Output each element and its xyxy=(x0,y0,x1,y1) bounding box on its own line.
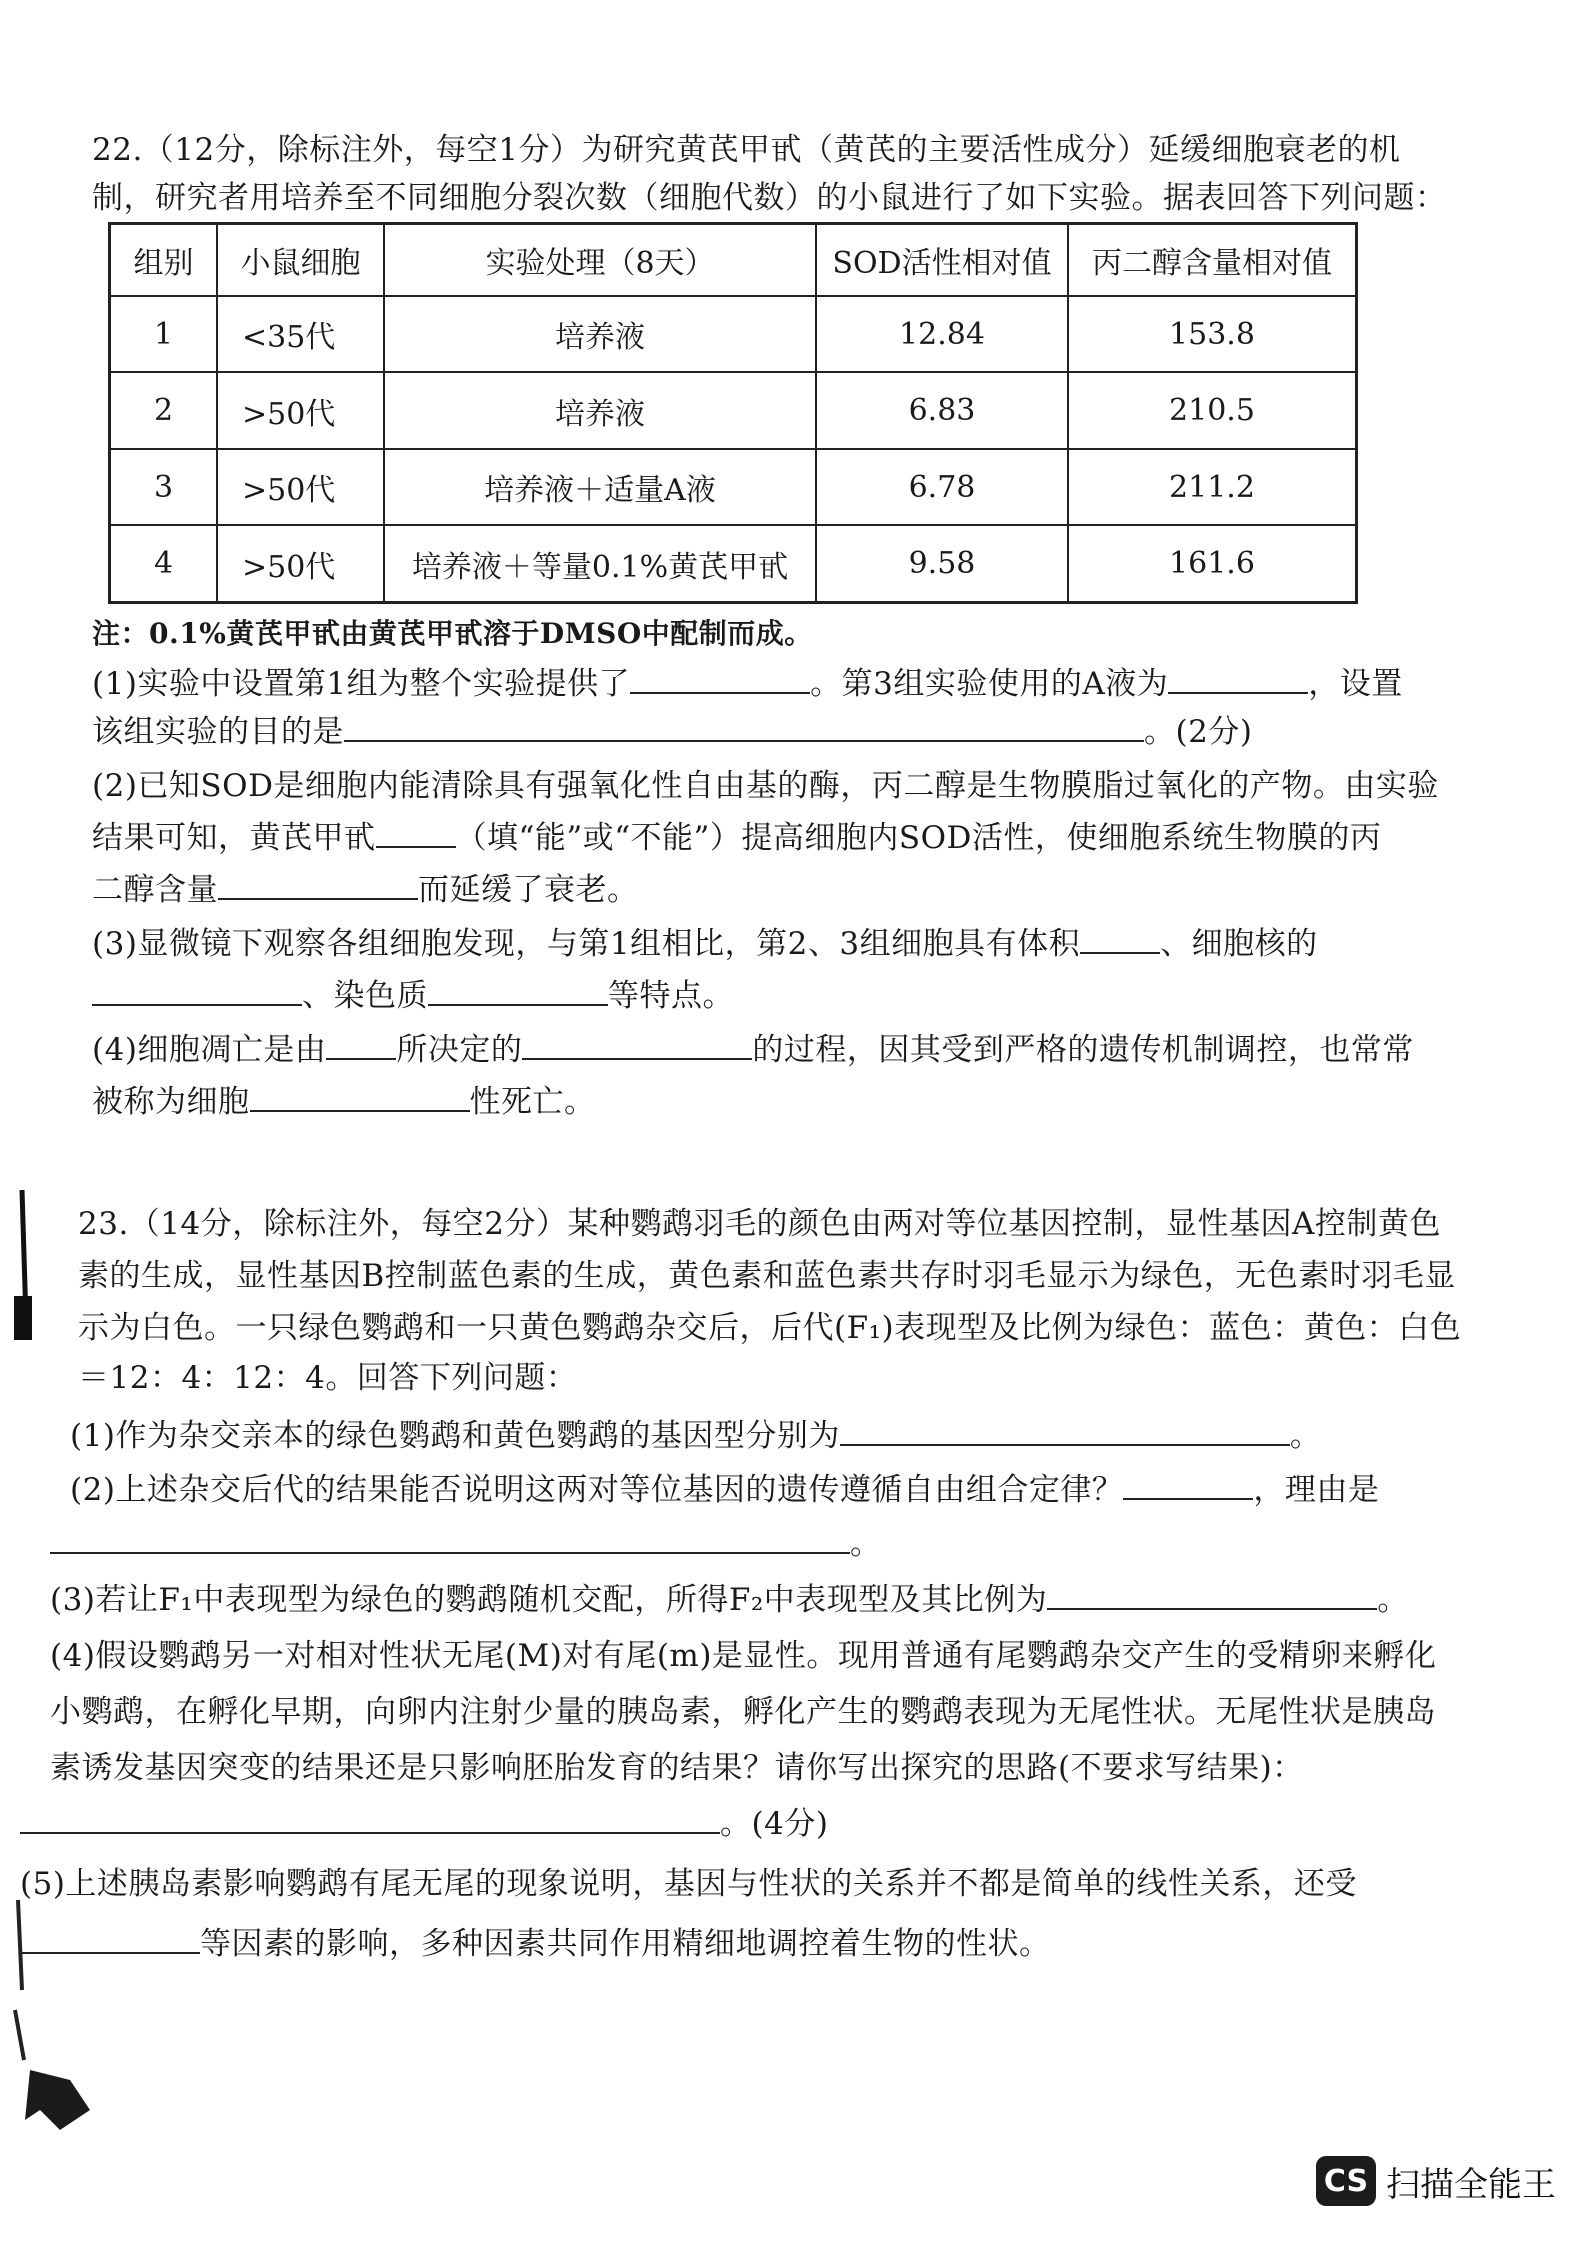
table-cell: 4 xyxy=(110,525,218,602)
table-cell: 1 xyxy=(110,296,218,372)
answer-blank[interactable] xyxy=(92,978,302,1006)
answer-blank[interactable] xyxy=(376,820,456,848)
q22-part4-text-c: 的过程，因其受到严格的遗传机制调控，也常常 xyxy=(752,1032,1414,1068)
table-row xyxy=(110,296,1357,372)
q22-part2-text-e: 而延缓了衰老。 xyxy=(418,872,639,908)
answer-blank[interactable] xyxy=(630,666,810,694)
q23-part5-line2 xyxy=(20,1924,1051,1964)
q23-part2-text-a: (2)上述杂交后代的结果能否说明这两对等位基因的遗传遵循自由组合定律？ xyxy=(70,1472,1124,1508)
table-cell: 培养液＋适量A液 xyxy=(384,449,816,525)
table-header-cell: 丙二醇含量相对值 xyxy=(1068,224,1357,297)
experiment-table xyxy=(108,222,1358,604)
table-header-cell: 实验处理（8天） xyxy=(384,224,816,297)
q22-part1-text-a: (1)实验中设置第1组为整个实验提供了 xyxy=(92,666,631,702)
q23-part2-end: 。 xyxy=(850,1526,882,1562)
q22-part3-text-d: 等特点。 xyxy=(608,978,734,1014)
camscanner-watermark xyxy=(1316,2156,1556,2206)
q22-part2-line3 xyxy=(92,870,639,910)
table-cell: 12.84 xyxy=(816,296,1068,372)
q22-part3-text-b: 、细胞核的 xyxy=(1160,926,1318,962)
q22-part3-text-a: (3)显微镜下观察各组细胞发现，与第1组相比，第2、3组细胞具有体积 xyxy=(92,926,1081,962)
q23-part1-end: 。 xyxy=(1289,1418,1322,1454)
q22-part2-text-c: （填“能”或“不能”）提高细胞内SOD活性，使细胞系统生物膜的丙 xyxy=(455,820,1382,856)
q23-part4-line3: 素诱发基因突变的结果还是只影响胚胎发育的结果？请你写出探究的思路(不要求写结果)： xyxy=(50,1750,1304,1786)
camscanner-logo-text: 扫描全能王 xyxy=(1386,2164,1556,2205)
camscanner-logo-icon: CS xyxy=(1316,2156,1376,2206)
table-header-cell: SOD活性相对值 xyxy=(816,224,1068,297)
table-cell: 培养液 xyxy=(384,372,816,448)
table-row xyxy=(110,449,1357,525)
table-cell: 9.58 xyxy=(816,525,1068,602)
q22-part4-line1 xyxy=(92,1030,1414,1070)
q23-part4-end: 。(4分) xyxy=(720,1806,829,1842)
table-cell: 培养液 xyxy=(384,296,816,372)
q22-part4-text-e: 性死亡。 xyxy=(469,1084,596,1120)
q22-part4-line2 xyxy=(92,1082,596,1122)
table-cell: >50代 xyxy=(217,525,384,602)
answer-blank[interactable] xyxy=(50,1526,850,1554)
table-cell: 161.6 xyxy=(1068,525,1357,602)
q23-stem-line1: 23.（14分，除标注外，每空2分）某种鹦鹉羽毛的颜色由两对等位基因控制，显性基因A控制黄色 xyxy=(78,1206,1441,1242)
q22-part1-text-d: 该组实验的目的是 xyxy=(92,714,344,750)
q22-part4-text-b: 所决定的 xyxy=(396,1032,523,1068)
q23-stem-line2: 素的生成，显性基因B控制蓝色素的生成，黄色素和蓝色素共存时羽毛显示为绿色，无色素时羽毛显 xyxy=(78,1258,1456,1294)
table-cell: 211.2 xyxy=(1068,449,1357,525)
table-cell: 210.5 xyxy=(1068,372,1357,448)
table-cell: >50代 xyxy=(217,372,384,448)
q23-stem-line4: ＝12：4：12：4。回答下列问题： xyxy=(78,1360,578,1396)
q22-part1-line2 xyxy=(92,712,1252,752)
table-cell: 6.78 xyxy=(816,449,1068,525)
table-row xyxy=(110,525,1357,602)
table-cell: <35代 xyxy=(217,296,384,372)
q22-part3-line1 xyxy=(92,924,1318,964)
q23-part2-line1 xyxy=(70,1470,1379,1510)
q23-stem-line3: 示为白色。一只绿色鹦鹉和一只黄色鹦鹉杂交后，后代(F₁)表现型及比例为绿色：蓝色：黄色：白色 xyxy=(78,1310,1462,1346)
table-cell: >50代 xyxy=(217,449,384,525)
answer-blank[interactable] xyxy=(250,1084,470,1112)
q23-part4-line1: (4)假设鹦鹉另一对相对性状无尾(M)对有尾(m)是显性。现用普通有尾鹦鹉杂交产生的受精卵来孵化 xyxy=(50,1638,1437,1674)
answer-blank[interactable] xyxy=(840,1418,1290,1446)
q23-part2-text-b: ，理由是 xyxy=(1253,1472,1380,1508)
table-note: 注：0.1%黄芪甲甙由黄芪甲甙溶于DMSO中配制而成。 xyxy=(92,617,813,650)
q22-part1-text-b: 。第3组实验使用的A液为 xyxy=(810,666,1169,702)
q23-part3-text: (3)若让F₁中表现型为绿色的鹦鹉随机交配，所得F₂中表现型及其比例为 xyxy=(50,1582,1048,1618)
answer-blank[interactable] xyxy=(1168,666,1308,694)
table-header-row xyxy=(110,224,1357,297)
answer-blank[interactable] xyxy=(1123,1472,1253,1500)
q22-part1-line1 xyxy=(92,664,1403,704)
answer-blank[interactable] xyxy=(522,1032,752,1060)
table-cell: 培养液＋等量0.1%黄芪甲甙 xyxy=(384,525,816,602)
q22-part2-line2 xyxy=(92,818,1381,858)
q22-part1-text-c: ，设置 xyxy=(1308,666,1403,702)
table-cell: 6.83 xyxy=(816,372,1068,448)
q23-part3-end: 。 xyxy=(1377,1582,1409,1618)
q23-part4-line4 xyxy=(20,1804,828,1844)
table-header-cell: 组别 xyxy=(110,224,218,297)
table-cell: 3 xyxy=(110,449,218,525)
q23-part5-line1: (5)上述胰岛素影响鹦鹉有尾无尾的现象说明，基因与性状的关系并不都是简单的线性关系，还受 xyxy=(20,1866,1357,1902)
answer-blank[interactable] xyxy=(344,714,1144,742)
answer-blank[interactable] xyxy=(218,872,418,900)
answer-blank[interactable] xyxy=(1047,1582,1377,1610)
q23-part4-line2: 小鹦鹉，在孵化早期，向卵内注射少量的胰岛素，孵化产生的鹦鹉表现为无尾性状。无尾性状是胰岛 xyxy=(50,1694,1436,1730)
q23-part2-line2 xyxy=(50,1524,882,1564)
q23-part3 xyxy=(50,1580,1409,1620)
answer-blank[interactable] xyxy=(20,1806,720,1834)
q22-part2-text-d: 二醇含量 xyxy=(92,872,218,908)
answer-blank[interactable] xyxy=(1080,926,1160,954)
q22-part4-text-d: 被称为细胞 xyxy=(92,1084,250,1120)
q22-part1-text-e: 。(2分) xyxy=(1144,714,1253,750)
q22-part3-line2 xyxy=(92,976,734,1016)
table-cell: 153.8 xyxy=(1068,296,1357,372)
q23-part1 xyxy=(70,1416,1321,1456)
q23-part1-text: (1)作为杂交亲本的绿色鹦鹉和黄色鹦鹉的基因型分别为 xyxy=(70,1418,840,1454)
table-cell: 2 xyxy=(110,372,218,448)
q22-part2-line1: (2)已知SOD是细胞内能清除具有强氧化性自由基的酶，丙二醇是生物膜脂过氧化的产物。由实验 xyxy=(92,768,1439,804)
q22-header-line2: 制，研究者用培养至不同细胞分裂次数（细胞代数）的小鼠进行了如下实验。据表回答下列问题： xyxy=(92,180,1447,216)
q22-part2-text-b: 结果可知，黄芪甲甙 xyxy=(92,820,376,856)
q22-header-line1: 22.（12分，除标注外，每空1分）为研究黄芪甲甙（黄芪的主要活性成分）延缓细胞衰老的机 xyxy=(92,132,1401,168)
table-row xyxy=(110,372,1357,448)
q23-part5-text-b: 等因素的影响，多种因素共同作用精细地调控着生物的性状。 xyxy=(200,1926,1051,1962)
scan-margin-marks xyxy=(0,0,120,2244)
q22-part3-text-c: 、染色质 xyxy=(302,978,428,1014)
answer-blank[interactable] xyxy=(326,1032,396,1060)
q22-part4-text-a: (4)细胞凋亡是由 xyxy=(92,1032,327,1068)
answer-blank[interactable] xyxy=(428,978,608,1006)
table-header-cell: 小鼠细胞 xyxy=(217,224,384,297)
